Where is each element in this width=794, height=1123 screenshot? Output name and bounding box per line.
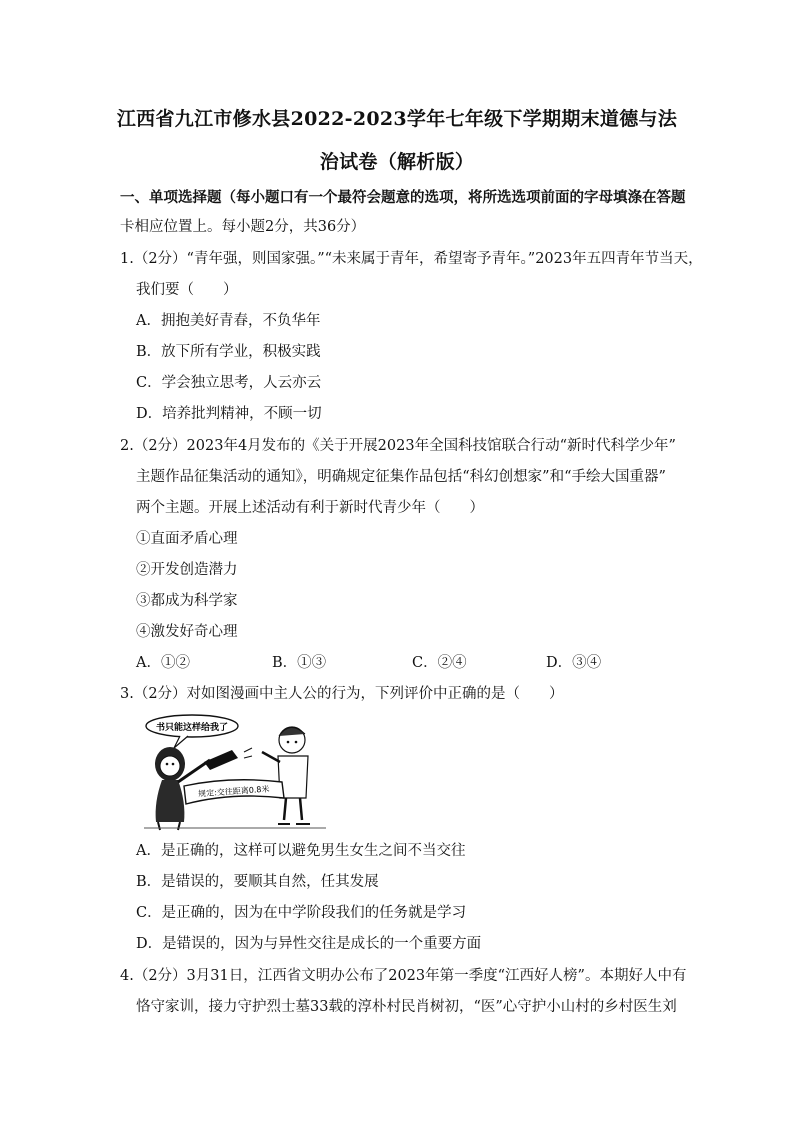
comic-bubble-text: 书只能这样给我了 xyxy=(155,723,229,733)
q1-option-b: B．放下所有学业，积极实践 xyxy=(136,344,321,360)
q2-item-3: ③都成为科学家 xyxy=(136,593,238,609)
q3-option-a: A．是正确的，这样可以避免男生女生之间不当交往 xyxy=(136,843,466,859)
q2-choice-a: A．①② xyxy=(136,655,190,671)
q2-stem-line3: 两个主题。开展上述活动有利于新时代青少年（ ） xyxy=(136,500,484,516)
comic-banner-text: 规定:交往距离0.8米 xyxy=(197,784,270,799)
q1-option-d: D．培养批判精神，不顾一切 xyxy=(136,406,322,422)
q3-option-d: D．是错误的，因为与异性交往是成长的一个重要方面 xyxy=(136,936,482,952)
q2-item-1: ①直面矛盾心理 xyxy=(136,531,238,547)
q1-stem-line1: 1.（2分）“青年强，则国家强。”“未来属于青年，希望寄予青年。”2023年五四青年节当天， xyxy=(120,251,703,267)
q1-option-c: C．学会独立思考，人云亦云 xyxy=(136,375,322,391)
section-heading-line1: 一、单项选择题（每小题口有一个最符会题意的选项，将所选选项前面的字母填涤在答题 xyxy=(120,189,686,206)
q1-option-a: A．拥抱美好青春，不负华年 xyxy=(136,313,321,329)
comic-illustration xyxy=(140,712,330,832)
comic-book xyxy=(204,750,238,770)
q3-stem-line1: 3.（2分）对如图漫画中主人公的行为，下列评价中正确的是（ ） xyxy=(120,686,564,702)
comic-girl-body xyxy=(156,780,185,822)
section-heading-line2: 卡相应位置上。每小题2分，共36分） xyxy=(120,219,366,235)
q2-stem-line1: 2.（2分）2023年4月发布的《关于开展2023年全国科技馆联合行动“新时代科学少年” xyxy=(120,438,676,454)
q2-stem-line2: 主题作品征集活动的通知》，明确规定征集作品包括“科幻创想家”和“手绘大国重器” xyxy=(136,469,666,485)
q2-item-2: ②开发创造潜力 xyxy=(136,562,238,578)
q2-choice-b: B．①③ xyxy=(272,655,327,671)
q3-option-c: C．是正确的，因为在中学阶段我们的任务就是学习 xyxy=(136,905,467,921)
q1-stem-line2: 我们要（ ） xyxy=(136,282,238,298)
q2-choice-c: C．②④ xyxy=(412,655,467,671)
q4-stem-line2: 恪守家训，接力守护烈士墓33载的淳朴村民肖树初，“医”心守护小山村的乡村医生刘 xyxy=(136,999,677,1015)
q2-choice-d: D．③④ xyxy=(546,655,602,671)
q3-option-b: B．是错误的，要顺其自然，任其发展 xyxy=(136,874,379,890)
q4-stem-line1: 4.（2分）3月31日，江西省文明办公布了2023年第一季度“江西好人榜”。本期好人中有 xyxy=(120,968,687,984)
exam-title-line2: 治试卷（解析版） xyxy=(319,151,475,173)
q2-item-4: ④激发好奇心理 xyxy=(136,624,238,640)
exam-title-line1: 江西省九江市修水县2022-2023学年七年级下学期期末道德与法 xyxy=(116,108,678,130)
